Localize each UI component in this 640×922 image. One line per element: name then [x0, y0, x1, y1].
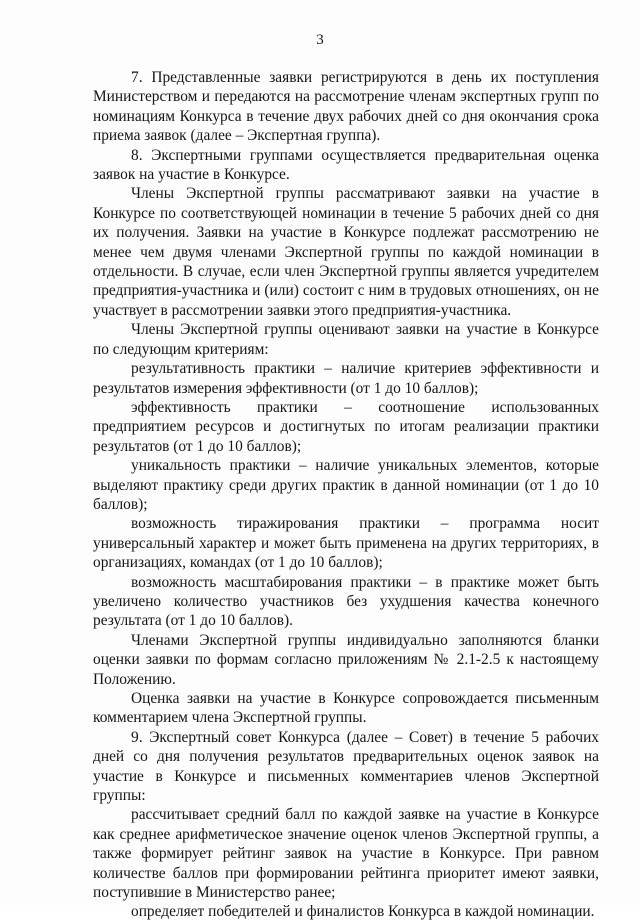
paragraph-winners-finalists: определяет победителей и финалистов Конкурса в каждой номинации. — [131, 903, 595, 921]
criterion-effectiveness-results: результативность практики – наличие критериев эффективности и результатов измерения эффективности (от 1 до 10 баллов); — [93, 360, 599, 397]
paragraph-8-preliminary-evaluation: 8. Экспертными группами осуществляется предварительная оценка заявок на участие в Конкурсе. — [93, 146, 599, 184]
paragraph-7-registration: 7. Представленные заявки регистрируются в день их поступления Министерством и передаются на рассмотрение членам экспертных групп по номинациям Конкурса в течение двух рабочих дней со дня окончания срока приема заявок (далее – Экспертная группа). — [93, 69, 599, 145]
paragraph-average-score-rating: рассчитывает средний балл по каждой заявке на участие в Конкурсе как среднее арифметическое значение оценок членов Экспертной группы, а также формирует рейтинг заявок на участие в Конкурсе. При равном количестве баллов при формировании рейтинга приоритет имеют заявки, поступившие в Министерство ранее; — [93, 806, 599, 902]
paragraph-criteria-intro: Члены Экспертной группы оценивают заявки на участие в Конкурсе по следующим критериям: — [93, 321, 599, 358]
paragraph-9-expert-council: 9. Экспертный совет Конкурса (далее – Совет) в течение 5 рабочих дней со дня получения результатов предварительных оценок заявок на участие в Конкурсе и письменных комментариев членов Экспертной группы: — [93, 728, 599, 805]
document-body — [93, 68, 599, 922]
criterion-scalability: возможность масштабирования практики – в практике может быть увеличено количество участников без ухудшения качества конечного результата (от 1 до 10 баллов). — [93, 573, 599, 630]
criterion-uniqueness: уникальность практики – наличие уникальных элементов, которые выделяют практику среди других практик в данной номинации (от 1 до 10 баллов); — [93, 457, 599, 513]
page-number: 3 — [316, 32, 324, 48]
paragraph-written-comment: Оценка заявки на участие в Конкурсе сопровождается письменным комментарием члена Экспертной группы. — [93, 690, 599, 727]
paragraph-evaluation-forms: Членами Экспертной группы индивидуально заполняются бланки оценки заявки по формам согласно приложениям № 2.1-2.5 к настоящему Положению. — [93, 631, 599, 688]
paragraph-expert-review-terms: Члены Экспертной группы рассматривают заявки на участие в Конкурсе по соответствующей номинации в течение 5 рабочих дней со дня их получения. Заявки на участие в Конкурсе подлежат рассмотрению не менее чем двумя членами Экспертной группы по каждой номинации в отдельности. В случае, если член Экспертной группы является учредителем предприятия-участника и (или) состоит с ним в трудовых отношениях, он не участвует в рассмотрении заявки этого предприятия-участника. — [93, 185, 599, 319]
criterion-efficiency: эффективность практики – соотношение использованных предприятием ресурсов и достигнутых по итогам реализации практики результатов (от 1 до 10 баллов); — [93, 398, 599, 455]
criterion-replicability: возможность тиражирования практики – программа носит универсальный характер и может быть применена на других территориях, в организациях, командах (от 1 до 10 баллов); — [93, 515, 599, 572]
